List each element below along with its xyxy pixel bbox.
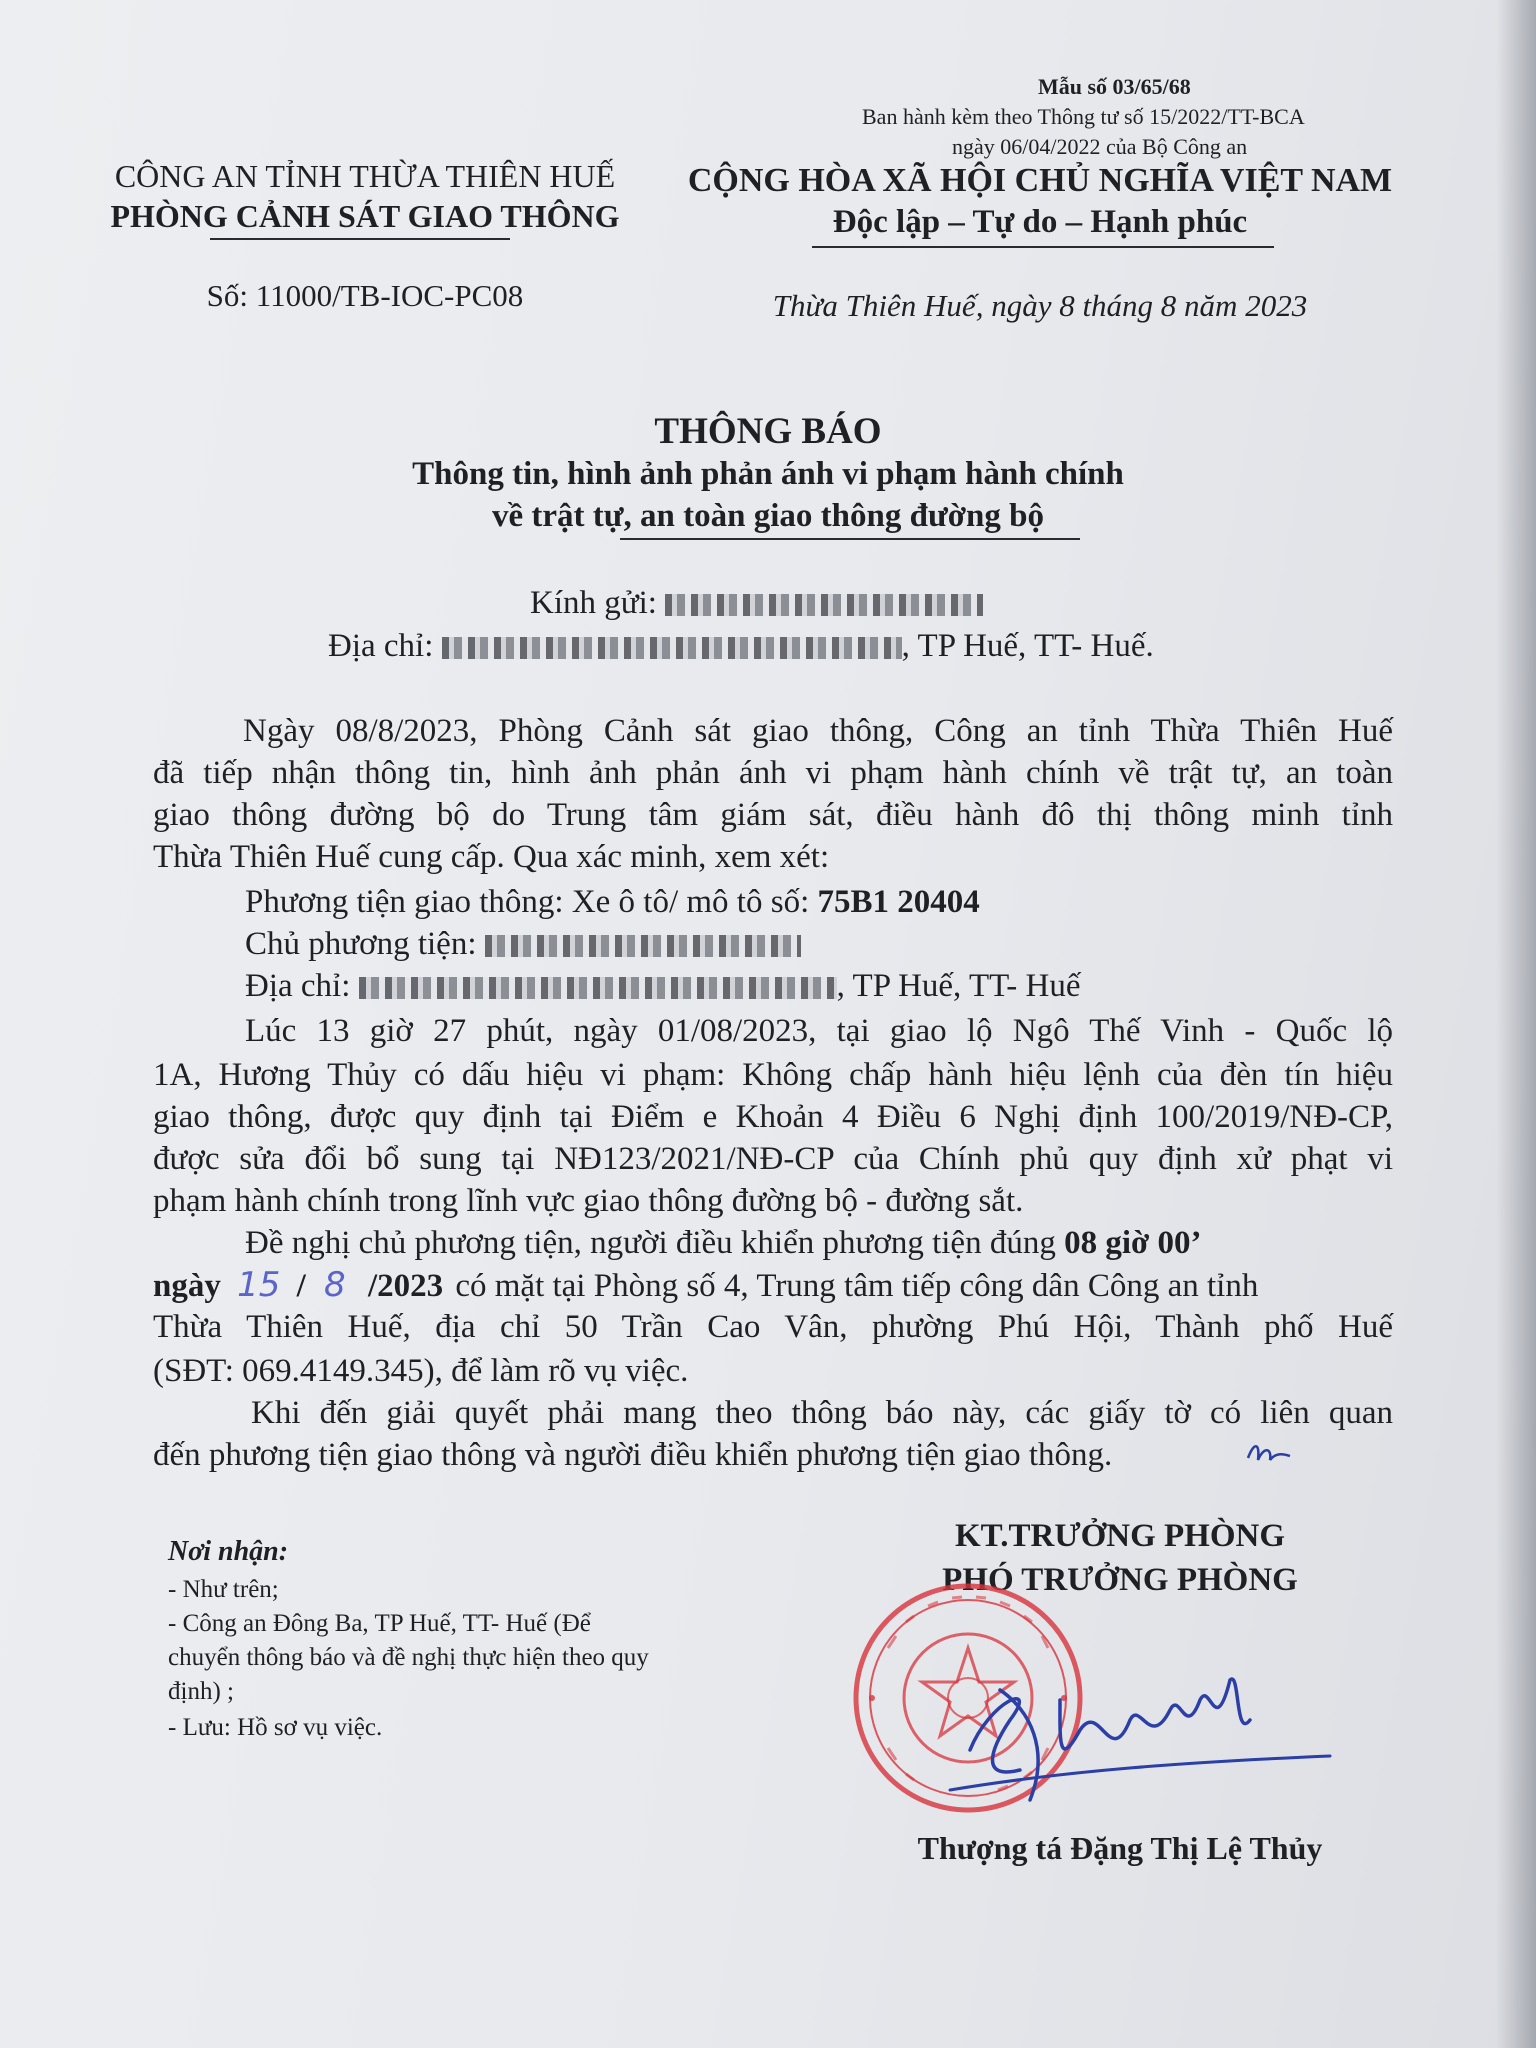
- appointment-month-handwritten: 8: [324, 1265, 346, 1305]
- appointment-year: /2023: [367, 1268, 444, 1304]
- body-p2-line1: Lúc 13 giờ 27 phút, ngày 01/08/2023, tại giao lộ Ngô Thế Vinh - Quốc lộ: [245, 1013, 1393, 1049]
- national-title: CỘNG HÒA XÃ HỘI CHỦ NGHĨA VIỆT NAM: [687, 162, 1393, 199]
- redacted-owner-name: [485, 935, 801, 957]
- appointment-day-handwritten: 15: [237, 1265, 281, 1305]
- handwritten-signature-icon: [930, 1640, 1350, 1820]
- body-p3-line1: [245, 1222, 1202, 1265]
- document-number: Số: 11000/TB-IOC-PC08: [206, 278, 524, 313]
- issuer-underline: [210, 238, 510, 240]
- vehicle-line: [245, 884, 980, 921]
- appointment-day-label: ngày: [153, 1268, 221, 1304]
- recipients-item-1: - Như trên;: [168, 1576, 279, 1603]
- body-p1-line4: Thừa Thiên Huế cung cấp. Qua xác minh, xem xét:: [153, 839, 830, 875]
- body-p4-line2: đến phương tiện giao thông và người điều khiển phương tiện giao thông.: [153, 1437, 1113, 1473]
- appointment-time: 08 giờ 00’: [1064, 1225, 1202, 1261]
- body-p3-line4: (SĐT: 069.4149.345), để làm rõ vụ việc.: [153, 1353, 689, 1389]
- recipients-item-2c: định) ;: [168, 1678, 234, 1705]
- vehicle-label: Phương tiện giao thông: Xe ô tô/ mô tô số:: [245, 884, 810, 920]
- redacted-owner-address: [359, 977, 837, 999]
- body-p1-line3: giao thông đường bộ do Trung tâm giám sát, điều hành đô thị thông minh tỉnh: [153, 797, 1393, 833]
- owner-address-label: Địa chỉ:: [245, 968, 351, 1004]
- appointment-date-separator: /: [296, 1268, 306, 1304]
- owner-address-line: Địa chỉ: , TP Huế, TT- Huế: [245, 968, 1081, 1004]
- recipient-address-line: [328, 628, 1154, 665]
- issuer-department: PHÒNG CẢNH SÁT GIAO THÔNG: [110, 198, 620, 234]
- recipients-item-2b: chuyển thông báo và đề nghị thực hiện theo quy: [168, 1644, 649, 1671]
- body-p2-line4: được sửa đổi bổ sung tại NĐ123/2021/NĐ-CP của Chính phủ quy định xử phạt vi: [153, 1141, 1393, 1177]
- title-underline: [620, 538, 1080, 540]
- form-number: Mẫu số 03/65/68: [1038, 74, 1191, 99]
- redacted-recipient-name: [665, 594, 983, 616]
- notice-subtitle-2: về trật tự, an toàn giao thông đường bộ: [491, 498, 1044, 534]
- recipient-label: Kính gửi:: [530, 585, 657, 621]
- page-edge-shadow: [1496, 0, 1536, 2048]
- issuer-name: CÔNG AN TỈNH THỪA THIÊN HUẾ: [114, 158, 616, 194]
- owner-label: Chủ phương tiện:: [245, 926, 477, 962]
- recipients-item-2a: - Công an Đông Ba, TP Huế, TT- Huế (Để: [168, 1610, 591, 1637]
- recipients-label: Nơi nhận:: [168, 1536, 289, 1567]
- notice-title: THÔNG BÁO: [654, 411, 882, 452]
- redacted-recipient-address: [442, 637, 902, 659]
- body-p1-line1: Ngày 08/8/2023, Phòng Cảnh sát giao thông, Công an tỉnh Thừa Thiên Huế: [243, 713, 1393, 749]
- signature-role-1: KT.TRƯỞNG PHÒNG: [955, 1518, 1285, 1554]
- body-p2-line3: giao thông, được quy định tại Điểm e Khoản 4 Điều 6 Nghị định 100/2019/NĐ-CP,: [153, 1099, 1393, 1135]
- owner-line: [245, 926, 801, 963]
- body-p2-line5: phạm hành chính trong lĩnh vực giao thông đường bộ - đường sắt.: [153, 1183, 1024, 1219]
- recipient-address-suffix: , TP Huế, TT- Huế.: [901, 628, 1154, 664]
- initials-mark-icon: [1244, 1438, 1294, 1468]
- signer-name: Thượng tá Đặng Thị Lệ Thủy: [917, 1830, 1323, 1866]
- recipients-item-3: - Lưu: Hồ sơ vụ việc.: [168, 1714, 383, 1741]
- body-p3-line3: Thừa Thiên Huế, địa chỉ 50 Trần Cao Vân, phường Phú Hội, Thành phố Huế: [153, 1309, 1393, 1345]
- body-p2-line2: 1A, Hương Thủy có dấu hiệu vi phạm: Không chấp hành hiệu lệnh của đèn tín hiệu: [153, 1057, 1393, 1093]
- motto-underline: [812, 246, 1274, 248]
- owner-address-suffix: TP Huế, TT- Huế: [852, 968, 1081, 1004]
- recipient-address-label: Địa chỉ:: [328, 628, 434, 664]
- place-date: Thừa Thiên Huế, ngày 8 tháng 8 năm 2023: [772, 288, 1308, 323]
- national-motto: Độc lập – Tự do – Hạnh phúc: [832, 204, 1248, 240]
- body-p3-line2-rest: có mặt tại Phòng số 4, Trung tâm tiếp công dân Công an tỉnh: [455, 1268, 1259, 1304]
- recipient-line: [530, 585, 983, 622]
- body-p3-line2: [153, 1264, 1258, 1308]
- body-p1-line2: đã tiếp nhận thông tin, hình ảnh phản ánh vi phạm hành chính về trật tự, an toàn: [153, 755, 1393, 791]
- body-p4-line1: Khi đến giải quyết phải mang theo thông báo này, các giấy tờ có liên quan: [251, 1395, 1393, 1431]
- body-p3-line1-text: Đề nghị chủ phương tiện, người điều khiển phương tiện đúng: [245, 1225, 1056, 1261]
- form-issued-date: ngày 06/04/2022 của Bộ Công an: [952, 134, 1248, 159]
- form-issued-with: Ban hành kèm theo Thông tư số 15/2022/TT-BCA: [862, 104, 1305, 129]
- notice-subtitle-1: Thông tin, hình ảnh phản ánh vi phạm hành chính: [412, 456, 1124, 492]
- signature-role-2: PHÓ TRƯỞNG PHÒNG: [942, 1562, 1298, 1598]
- vehicle-plate: 75B1 20404: [817, 884, 980, 920]
